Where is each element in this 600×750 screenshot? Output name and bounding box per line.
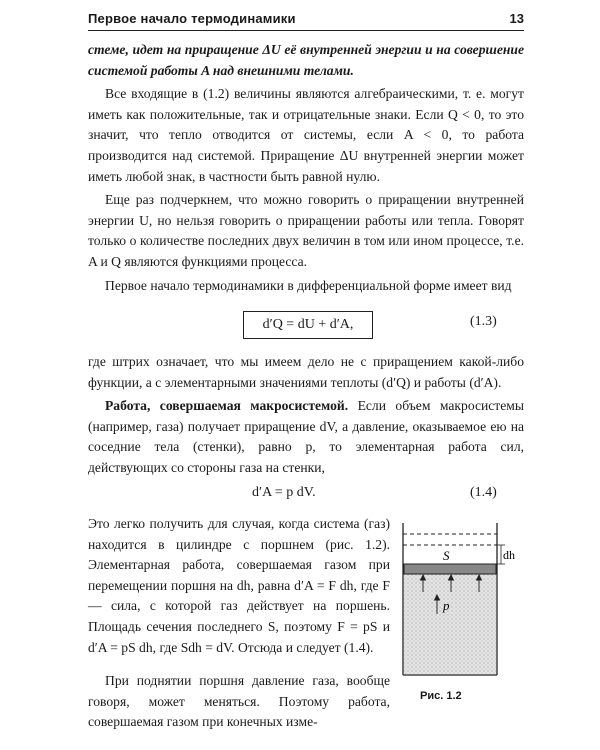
- gas-region: [404, 574, 496, 674]
- paragraph-5-body: Если объем макросистемы (например, газа) получает приращение dV, а давление, оказываемое ею на соседние тела (стенки), равно p, то элементарная работа сил, действующих со стороны газа на стенки,: [88, 398, 525, 475]
- paragraph-4: где штрих означает, что мы имеем дело не с приращением какой-либо функции, а с элементарными значениями теплоты (d′Q) и работы (d′A).: [88, 354, 524, 390]
- running-header: [88, 8, 524, 31]
- paragraph-3: Первое начало термодинамики в дифференциальной форме имеет вид: [105, 277, 512, 293]
- equation-1-3: d′Q = dU + d′A,: [243, 311, 373, 339]
- label-dh: dh: [503, 548, 515, 562]
- page-number: 13: [509, 11, 524, 26]
- piston: [404, 564, 496, 574]
- figure-piston-cylinder: [395, 518, 525, 708]
- equation-1-4-number: (1.4): [470, 485, 497, 500]
- label-p: p: [443, 598, 450, 613]
- label-S: S: [443, 548, 450, 563]
- equation-1-4: d′A = p dV.: [252, 485, 316, 500]
- paragraph-5-heading: Работа, совершаемая макросистемой.: [105, 398, 349, 414]
- body-text-column: [88, 514, 390, 658]
- header-title: Первое начало термодинамики: [88, 11, 296, 26]
- paragraph-2: Еще раз подчеркнем, что можно говорить о приращении внутренней энергии U, но нельзя говорить о приращении работы или тепла. Говорят только о количестве последних двух величин в том или ином процессе, т.е. A и Q являются функциями процесса.: [88, 192, 524, 269]
- paragraph-0: стеме, идет на приращение ΔU её внутренней энергии и на совершение системой работы A над внешними телами.: [88, 42, 524, 78]
- figure-caption: Рис. 1.2: [420, 690, 462, 702]
- body-text-top: [88, 40, 524, 296]
- paragraph-6: Это легко получить для случая, когда система (газ) находится в цилиндре с поршнем (рис. 1.2). Элементарная работа, совершаемая газом при перемещении поршня на dh, равна d′A = F dh, где F — сила, с которой газ действует на поршень. Площадь сечения последнего S, поэтому F = pS и d′A = pS dh, где Sdh = dV. Отсюда и следует (1.4).: [88, 516, 390, 655]
- paragraph-1: Все входящие в (1.2) величины являются алгебраическими, т. е. могут иметь как положительные, так и отрицательные знаки. Если Q < 0, то это значит, что тепло отводится от системы, если A < 0, то работа производится над системой. Приращение ΔU внутренней энергии может иметь любой знак, в частности быть равной нулю.: [88, 86, 524, 184]
- body-text-tail: [88, 671, 390, 733]
- body-text-middle: [88, 352, 524, 479]
- equation-1-3-number: (1.3): [470, 314, 497, 329]
- paragraph-7: При поднятии поршня давление газа, вообще говоря, может меняться. Поэтому работа, совершаемая газом при конечных изме-: [88, 673, 390, 730]
- paragraph-5: [88, 396, 524, 478]
